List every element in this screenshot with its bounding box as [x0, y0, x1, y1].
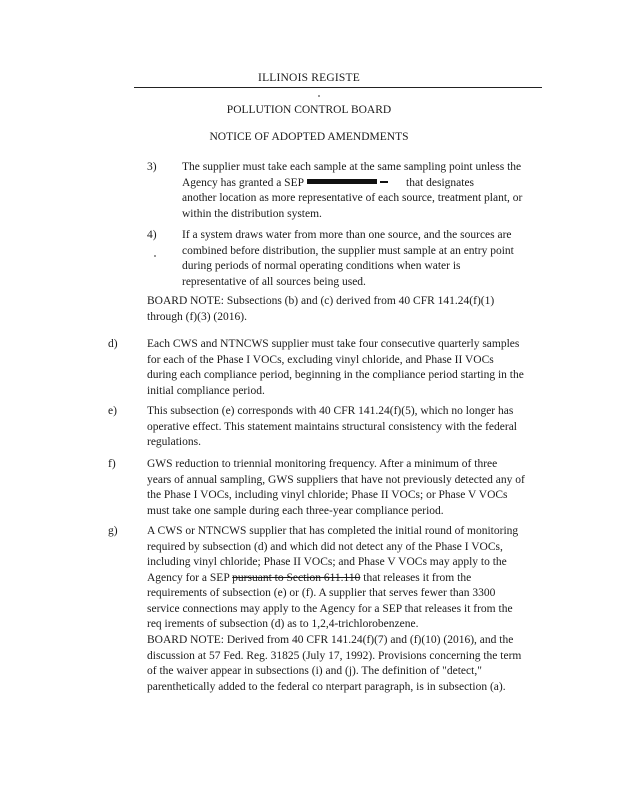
- paragraph-e: [147, 404, 517, 451]
- para-line: A CWS or NTNCWS supplier that has completed the initial round of monitoring: [147, 525, 519, 537]
- board-title: POLLUTION CONTROL BOARD: [226, 104, 392, 116]
- para-line-part: Agency for a SEP: [147, 571, 230, 584]
- para-line: representative of all sources being used.: [182, 275, 366, 288]
- para-line: GWS reduction to triennial monitoring frequency. After a minimum of three: [147, 458, 498, 470]
- scan-speck: [154, 255, 156, 257]
- paragraph-4: [182, 228, 514, 290]
- para-line: including vinyl chloride; Phase II VOCs; and Phase V VOCs may apply to the: [147, 556, 507, 568]
- para-line: [182, 176, 522, 192]
- item-letter-g: g): [108, 525, 118, 537]
- board-note-1: [147, 294, 494, 325]
- para-line: operative effect. This statement maintains structural consistency with the federal: [147, 420, 518, 433]
- item-letter-f: f): [108, 458, 116, 470]
- para-line: BOARD NOTE: Subsections (b) and (c) derived from 40 CFR 141.24(f)(1): [147, 295, 495, 307]
- item-number-4: 4): [147, 229, 157, 241]
- para-line: required by subsection (d) and which did not detect any of the Phase I VOCs,: [147, 540, 503, 553]
- para-line: must take one sample during each three-year compliance period.: [147, 504, 444, 517]
- para-line: through (f)(3) (2016).: [147, 310, 247, 323]
- para-line: Each CWS and NTNCWS supplier must take four consecutive quarterly samples: [147, 338, 520, 350]
- para-line: discussion at 57 Fed. Reg. 31825 (July 17, 1992). Provisions concerning the term: [147, 649, 522, 662]
- para-line: initial compliance period.: [147, 384, 265, 397]
- paragraph-f: [147, 457, 525, 519]
- paragraph-3: [182, 160, 522, 222]
- para-line: regulations.: [147, 436, 201, 448]
- para-line-part: Agency has granted a SEP: [182, 176, 304, 189]
- item-number-3: 3): [147, 161, 157, 173]
- redaction-mark: [380, 181, 388, 183]
- scan-speck: [318, 95, 320, 97]
- para-line: during each compliance period, beginning in the compliance period starting in the: [147, 369, 524, 381]
- paragraph-d: [147, 337, 524, 399]
- para-line: [147, 571, 518, 587]
- para-line: during periods of normal operating conditions when water is: [182, 260, 461, 272]
- para-line: If a system draws water from more than one source, and the sources are: [182, 229, 512, 241]
- item-letter-d: d): [108, 338, 118, 350]
- notice-title: NOTICE OF ADOPTED AMENDMENTS: [209, 131, 409, 143]
- redaction-mark: [307, 179, 377, 184]
- para-line: requirements of subsection (e) or (f). A supplier that serves fewer than 3300: [147, 587, 496, 599]
- para-line: This subsection (e) corresponds with 40 CFR 141.24(f)(5), which no longer has: [147, 405, 514, 417]
- struck-text: pursuant to Section 611.110: [232, 571, 361, 584]
- header-rule: [134, 87, 542, 88]
- para-line-part: that releases it from the: [363, 571, 472, 584]
- para-line: within the distribution system.: [182, 207, 322, 220]
- para-line: for each of the Phase I VOCs, excluding vinyl chloride, and Phase II VOCs: [147, 353, 494, 366]
- para-line: combined before distribution, the supplier must sample at an entry point: [182, 244, 514, 257]
- para-line: req irements of subsection (d) as to 1,2,4-trichlorobenzene.: [147, 618, 419, 630]
- para-line: of the waiver appear in subsections (i) and (j). The definition of "detect,": [147, 665, 482, 677]
- para-line: parenthetically added to the federal co nterpart paragraph, is in subsection (a).: [147, 680, 506, 693]
- para-line: the Phase I VOCs, including vinyl chloride; Phase II VOCs; or Phase V VOCs: [147, 489, 508, 501]
- para-line: BOARD NOTE: Derived from 40 CFR 141.24(f)(7) and (f)(10) (2016), and the: [147, 634, 514, 646]
- para-line: years of annual sampling, GWS suppliers that have not previously detected any of: [147, 473, 525, 486]
- register-header: ILLINOIS REGISTE: [258, 72, 360, 84]
- paragraph-g: [147, 524, 518, 633]
- para-line: another location as more representative of each source, treatment plant, or: [182, 192, 523, 204]
- board-note-2: [147, 633, 521, 695]
- item-letter-e: e): [108, 405, 117, 417]
- para-line: service connections may apply to the Agency for a SEP that releases it from the: [147, 602, 513, 615]
- para-line-part: that designates: [406, 176, 475, 189]
- para-line: The supplier must take each sample at the same sampling point unless the: [182, 161, 522, 173]
